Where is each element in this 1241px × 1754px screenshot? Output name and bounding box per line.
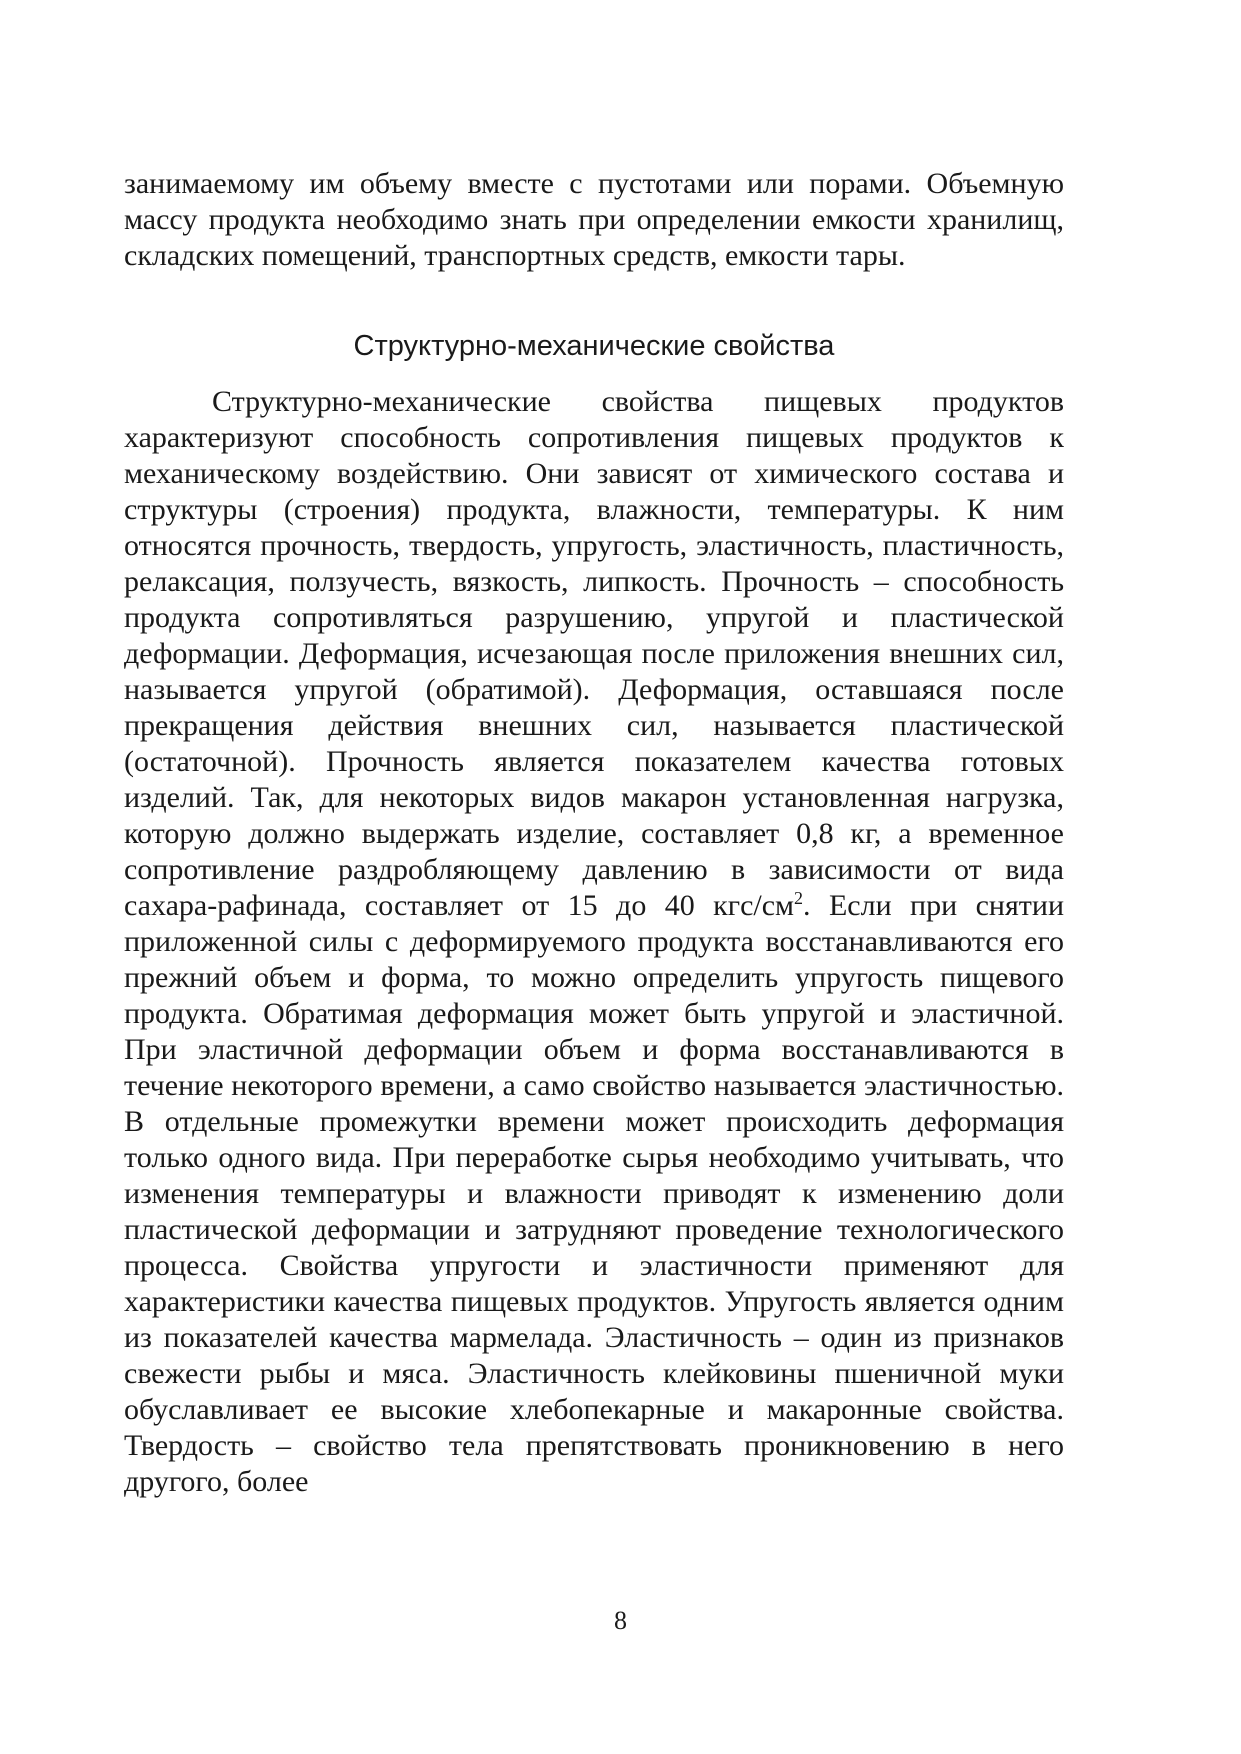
superscript-exponent: 2 [794, 888, 804, 908]
continuation-paragraph: занимаемому им объему вместе с пустотами или порами. Объемную массу продукта необходимо знать при определении емкости хранилищ, складских помещений, транспортных средств, емкости тары. [124, 167, 1064, 272]
body-text-part-2: . Если при снятии приложенной силы с деформируемого продукта восстанавливаются его прежний объем и форма, то можно определить упругость пищевого продукта. Обратимая деформация может быть упругой и эластичной. При эластичной деформации объем и форма восстанавливаются в течение некоторого времени, а само свойство называется эластичностью. В отдельные промежутки времени может происходить деформация только одного вида. При переработке сырья необходимо учитывать, что изменения температуры и влажности приводят к изменению доли пластической деформации и затрудняют проведение технологического процесса. Свойства упругости и эластичности применяют для характеристики качества пищевых продуктов. Упругость является одним из показателей качества мармелада. Эластичность – один из признаков свежести рыбы и мяса. Эластичность клейковины пшеничной муки обуславливает ее высокие хлебопекарные и макаронные свойства. Твердость – свойство тела препятствовать проникновению в него другого, более [124, 889, 1064, 1498]
page-number: 8 [614, 1606, 627, 1635]
body-text-part-1: Структурно-механические свойства пищевых продуктов характеризуют способность сопротивления пищевых продуктов к механическому воздействию. Они зависят от химического состава и структуры (строения) продукта, влажности, температуры. К ним относятся прочность, твердость, упругость, эластичность, пластичность, релаксация, ползучесть, вязкость, липкость. Прочность – способность продукта сопротивляться разрушению, упругой и пластической деформации. Деформация, исчезающая после приложения внешних сил, называется упругой (обратимой). Деформация, оставшаяся после прекращения действия внешних сил, называется пластической (остаточной). Прочность является показателем качества готовых изделий. Так, для некоторых видов макарон установленная нагрузка, которую должно выдержать изделие, составляет 0,8 кг, а временное сопротивление раздробляющему давлению в зависимости от вида сахара-рафинада, составляет от 15 до 40 кгс/см [124, 385, 1064, 922]
body-paragraph [124, 384, 1064, 1500]
section-heading: Структурно-механические свойства [353, 330, 835, 362]
